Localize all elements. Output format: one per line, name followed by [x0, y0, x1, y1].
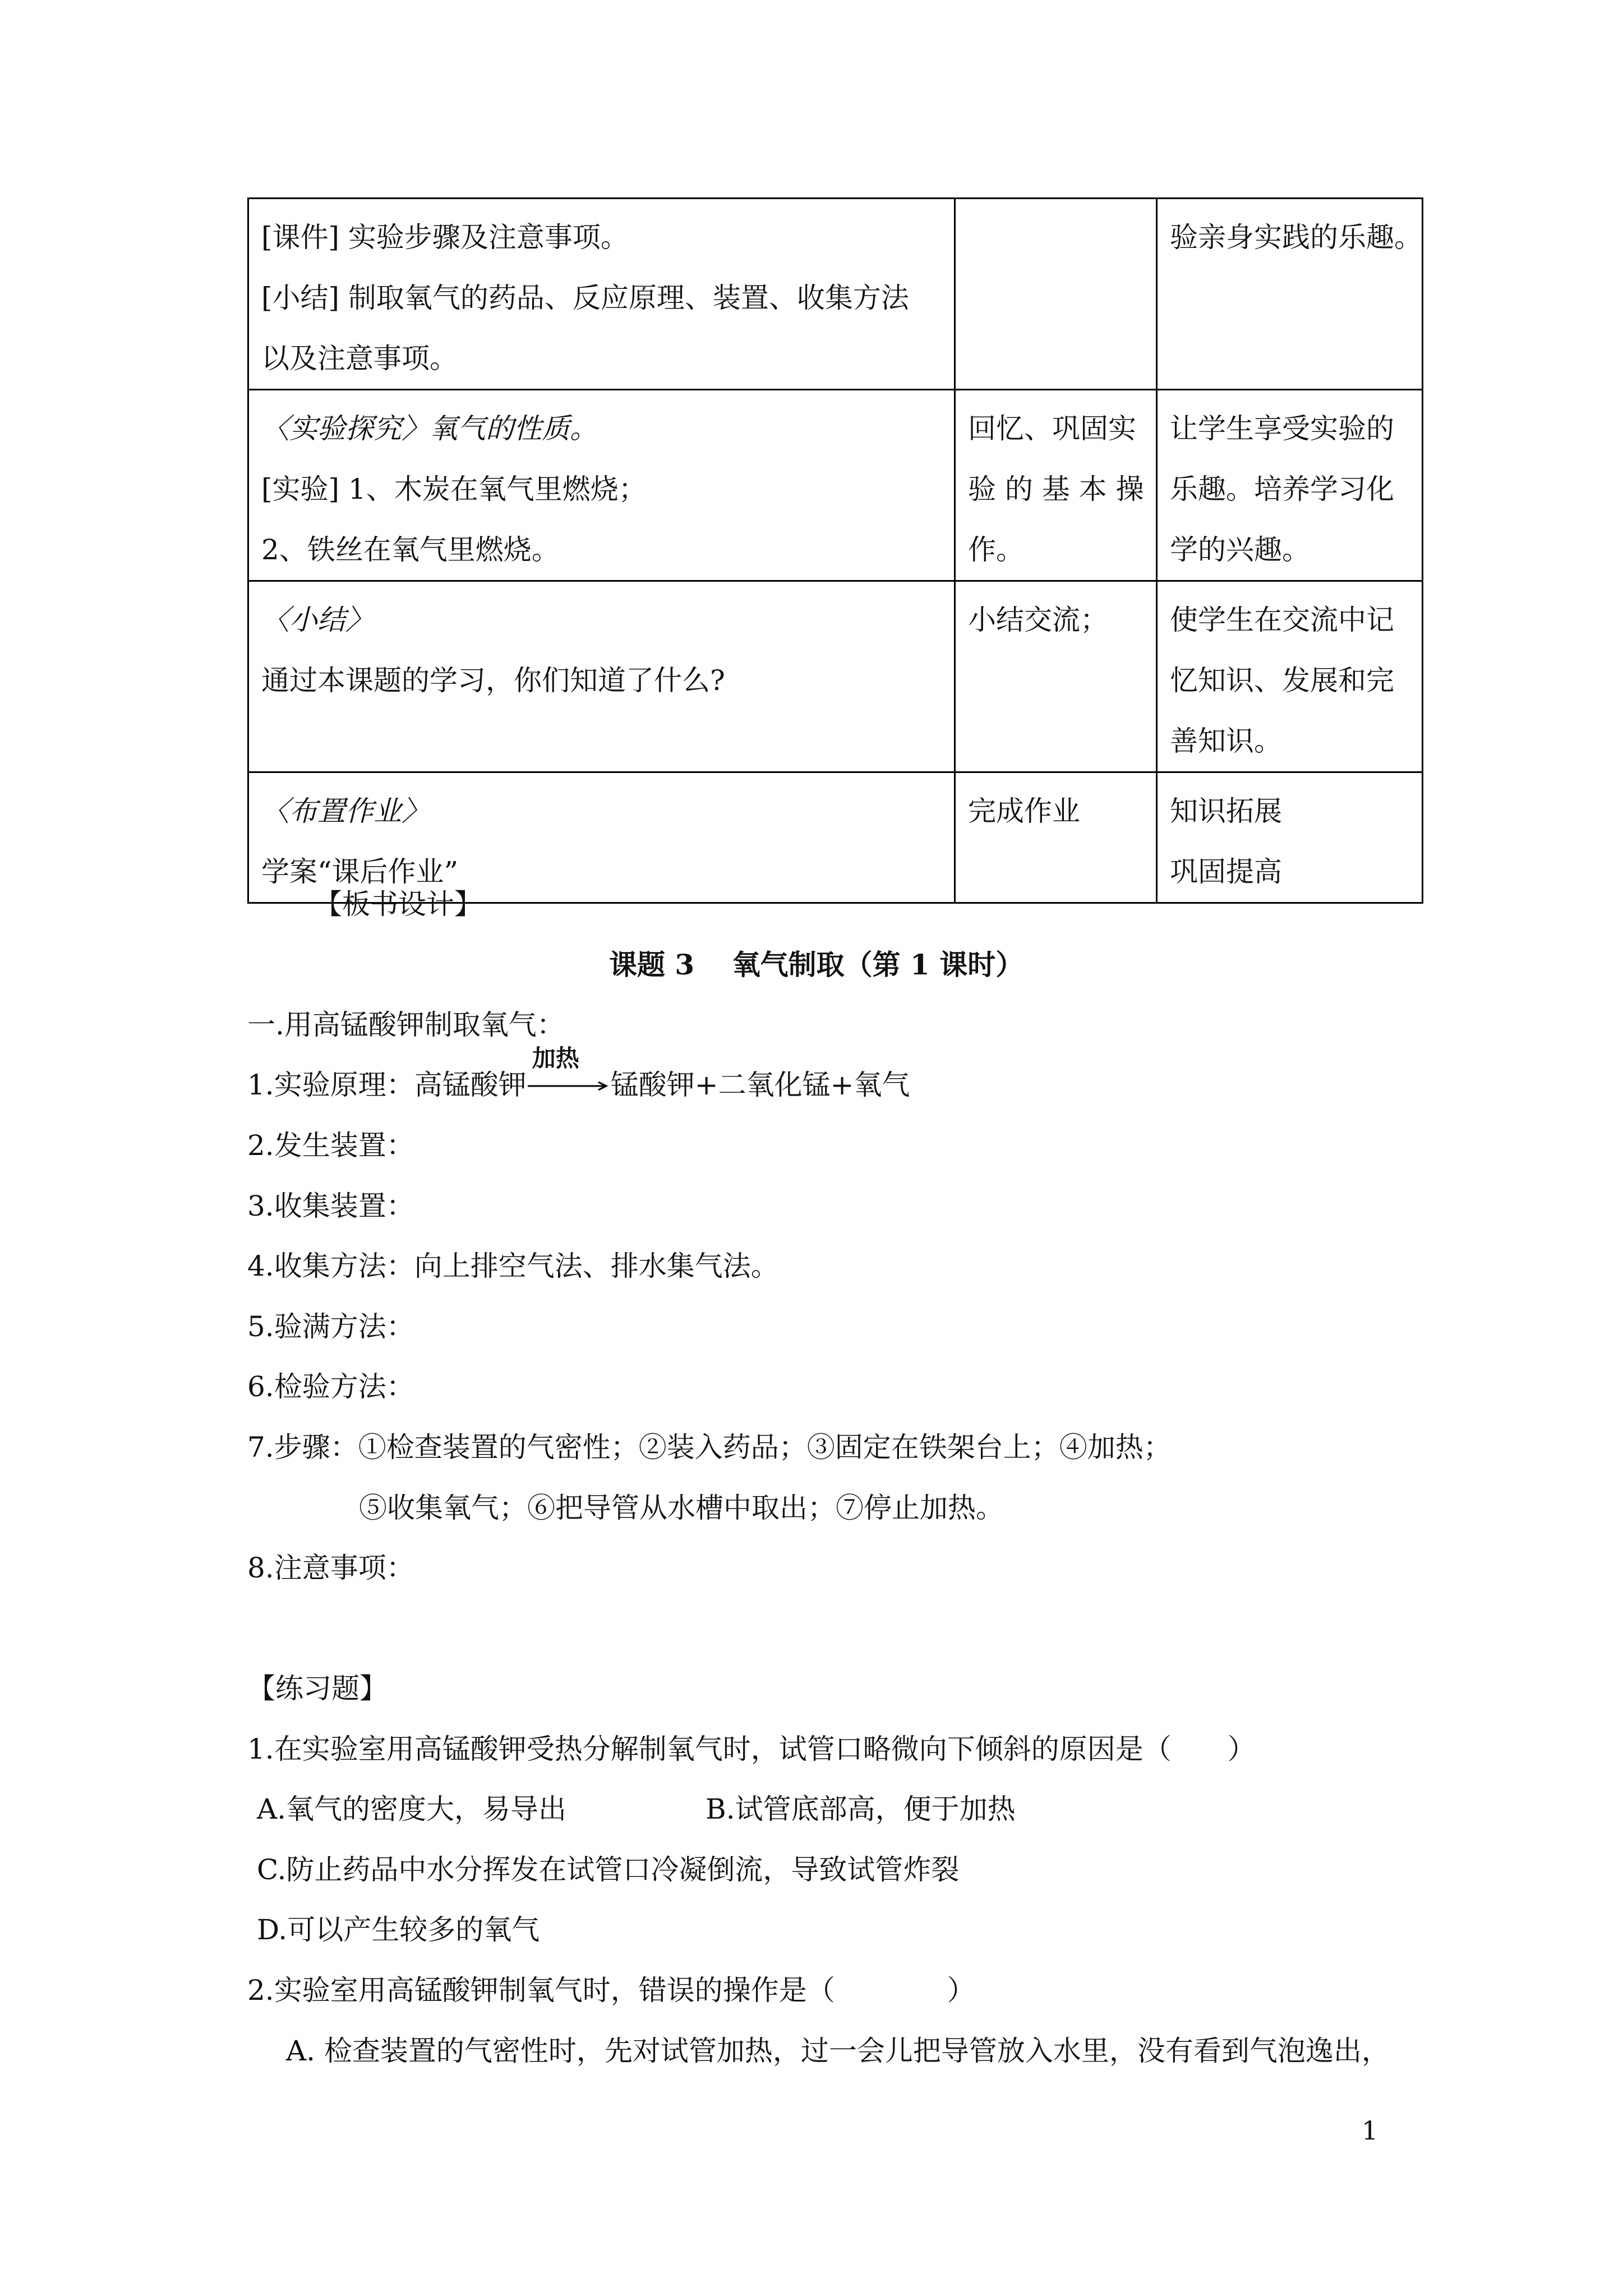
board-item: 6.检验方法： — [247, 1370, 414, 1403]
cell-line: 通过本课题的学习，你们知道了什么? — [261, 664, 725, 697]
option: A.氧气的密度大，易导出 — [257, 1793, 567, 1825]
page-number: 1 — [1362, 2115, 1378, 2146]
table-cell-activity — [248, 581, 955, 772]
cell-line: 2、铁丝在氧气里燃烧。 — [261, 533, 560, 566]
option: B.试管底部高，便于加热 — [706, 1793, 1016, 1825]
cell-line: 学的兴趣。 — [1170, 533, 1310, 566]
board-item: 7.步骤：①检查装置的气密性；②装入药品；③固定在铁架台上；④加热； — [247, 1431, 1172, 1464]
cell-line: 〈布置作业〉 — [261, 795, 430, 827]
table-row — [248, 390, 1423, 581]
table-cell-activity — [248, 390, 955, 581]
cell-line: 验亲身实践的乐趣。 — [1170, 221, 1422, 254]
cell-line: 使学生在交流中记 — [1170, 604, 1394, 636]
option: A. 检查装置的气密性时，先对试管加热，过一会儿把导管放入水里，没有看到气泡逸出， — [286, 2035, 1390, 2067]
table-cell-student — [955, 581, 1157, 772]
board-section-heading: 一.用高锰酸钾制取氧气： — [247, 1009, 565, 1041]
cell-line: 验 的 基 本 操 — [968, 473, 1144, 505]
cell-line: 学案“课后作业” — [261, 855, 459, 888]
table-row — [248, 199, 1423, 390]
option: D.可以产生较多的氧气 — [257, 1913, 540, 1946]
cell-line: [实验] 1、木炭在氧气里燃烧； — [261, 473, 647, 505]
table-cell-student — [955, 772, 1157, 903]
table-cell-activity — [248, 772, 955, 903]
board-item: 5.验满方法： — [247, 1310, 414, 1343]
table-cell-intent — [1157, 199, 1423, 390]
principle-prefix: 1.实验原理：高锰酸钾 — [247, 1069, 527, 1101]
table-cell-student — [955, 390, 1157, 581]
board-item: 8.注意事项： — [247, 1552, 414, 1584]
cell-line: 乐趣。培养学习化 — [1170, 473, 1394, 505]
cell-line: [课件] 实验步骤及注意事项。 — [261, 221, 629, 254]
cell-line: 小结交流； — [968, 604, 1108, 636]
cell-line: 忆知识、发展和完 — [1170, 664, 1394, 697]
table-cell-activity — [248, 199, 955, 390]
cell-line: 回忆、巩固实 — [968, 412, 1136, 445]
board-item: 2.发生装置： — [247, 1129, 414, 1162]
cell-line: 以及注意事项。 — [261, 342, 458, 375]
option: C.防止药品中水分挥发在试管口冷凝倒流，导致试管炸裂 — [257, 1853, 960, 1886]
table-cell-student — [955, 199, 1157, 390]
cell-line: 〈小结〉 — [261, 604, 374, 636]
cell-line: 作。 — [968, 533, 1024, 566]
cell-line: 知识拓展 — [1170, 795, 1282, 827]
arrow-icon — [527, 1080, 611, 1092]
board-title: 课题 3 氧气制取（第 1 课时） — [609, 948, 1024, 981]
board-item: 4.收集方法：向上排空气法、排水集气法。 — [247, 1250, 779, 1282]
arrow-condition-label: 加热 — [532, 1045, 579, 1072]
table-cell-intent — [1157, 390, 1423, 581]
table-cell-intent — [1157, 581, 1423, 772]
cell-line: 善知识。 — [1170, 725, 1282, 757]
board-heading: 【板书设计】 — [314, 888, 482, 921]
exercises-heading: 【练习题】 — [247, 1672, 388, 1705]
principle-suffix: 锰酸钾+二氧化锰+氧气 — [610, 1069, 910, 1101]
question: 2.实验室用高锰酸钾制氧气时，错误的操作是（ ） — [247, 1974, 975, 2007]
lesson-plan-table — [247, 197, 1423, 904]
board-item: 3.收集装置： — [247, 1190, 414, 1222]
table-row — [248, 772, 1423, 903]
cell-line: [小结] 制取氧气的药品、反应原理、装置、收集方法 — [261, 282, 909, 314]
cell-line: 让学生享受实验的 — [1170, 412, 1394, 445]
reaction-arrow — [527, 1045, 611, 1102]
question: 1.在实验室用高锰酸钾受热分解制氧气时，试管口略微向下倾斜的原因是（ ） — [247, 1733, 1256, 1765]
cell-line: 完成作业 — [968, 795, 1080, 827]
table-row — [248, 581, 1423, 772]
principle-line — [247, 1045, 910, 1102]
table-cell-intent — [1157, 772, 1423, 903]
board-item: ⑤收集氧气；⑥把导管从水槽中取出；⑦停止加热。 — [359, 1492, 1004, 1524]
cell-line: 〈实验探究〉氧气的性质。 — [261, 412, 598, 445]
cell-line: 巩固提高 — [1170, 855, 1282, 888]
